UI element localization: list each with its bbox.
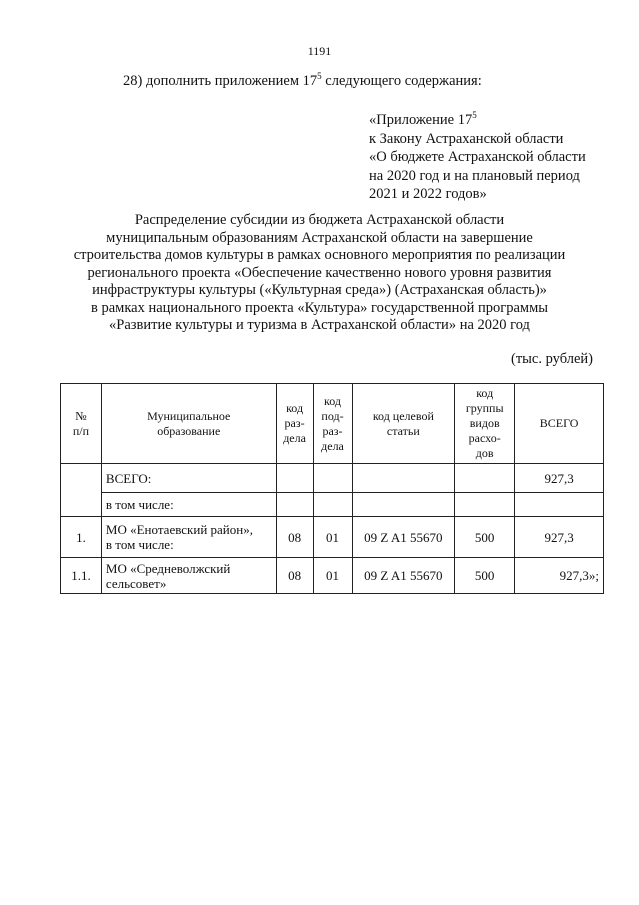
cell-section-code: 08 bbox=[276, 517, 313, 558]
cell-empty bbox=[515, 493, 604, 517]
attachment-title: «Приложение 17 bbox=[369, 112, 473, 128]
header-section-code: код раз- дела bbox=[276, 384, 313, 464]
cell-target-code: 09 Z A1 55670 bbox=[352, 558, 455, 594]
table-row bbox=[61, 517, 604, 558]
attachment-line-3: «О бюджете Астраханской области bbox=[369, 149, 586, 166]
table-row-including bbox=[61, 493, 604, 517]
title-line-2: муниципальным образованиям Астраханской области на завершение bbox=[106, 229, 533, 246]
attachment-line-1 bbox=[369, 111, 586, 130]
title-line-1: Распределение субсидии из бюджета Астраханской области bbox=[134, 212, 505, 228]
units-label: (тыс. рублей) bbox=[511, 351, 593, 367]
cell-total: 927,3»; bbox=[515, 558, 604, 594]
cell-empty bbox=[455, 493, 515, 517]
cell-subsection-code: 01 bbox=[313, 517, 352, 558]
title-line-4: регионального проекта «Обеспечение качественно нового уровня развития bbox=[87, 264, 552, 281]
header-subsection-code: код под- раз- дела bbox=[313, 384, 352, 464]
cell-number: 1. bbox=[61, 517, 102, 558]
cell-empty bbox=[276, 464, 313, 493]
header-number: № п/п bbox=[61, 384, 102, 464]
document-title bbox=[0, 212, 639, 335]
cell-section-code: 08 bbox=[276, 558, 313, 594]
attachment-header bbox=[369, 111, 586, 204]
header-municipality: Муниципальное образование bbox=[101, 384, 276, 464]
header-expense-group-code: код группы видов расхо- дов bbox=[455, 384, 515, 464]
cell-number: 1.1. bbox=[61, 558, 102, 594]
cell-empty bbox=[352, 464, 455, 493]
attachment-line-2: к Закону Астраханской области bbox=[369, 130, 564, 147]
header-target-code: код целевой статьи bbox=[352, 384, 455, 464]
attachment-line-5: 2021 и 2022 годов» bbox=[369, 186, 487, 203]
amendment-item bbox=[123, 73, 482, 90]
cell-expense-group-code: 500 bbox=[455, 517, 515, 558]
page-number: 1191 bbox=[307, 44, 332, 58]
title-line-5: инфраструктуры культуры («Культурная среда») (Астраханская область)» bbox=[92, 282, 547, 298]
amendment-item-superscript: 5 bbox=[317, 71, 322, 81]
table-row-total bbox=[61, 464, 604, 493]
header-total: ВСЕГО bbox=[515, 384, 604, 464]
title-line-7: «Развитие культуры и туризма в Астраханской области» на 2020 год bbox=[109, 317, 530, 333]
cell-empty bbox=[61, 464, 102, 517]
cell-total-value: 927,3 bbox=[515, 464, 604, 493]
allocation-table bbox=[60, 383, 604, 594]
cell-empty bbox=[276, 493, 313, 517]
attachment-line-4: на 2020 год и на плановый период bbox=[369, 167, 580, 184]
table-row bbox=[61, 558, 604, 594]
title-line-3: строительства домов культуры в рамках основного мероприятия по реализации bbox=[73, 247, 566, 263]
amendment-item-tail: следующего содержания: bbox=[321, 73, 482, 89]
cell-subsection-code: 01 bbox=[313, 558, 352, 594]
title-line-6: в рамках национального проекта «Культура» государственной программы bbox=[90, 299, 549, 316]
cell-expense-group-code: 500 bbox=[455, 558, 515, 594]
amendment-item-text: 28) дополнить приложением 17 bbox=[123, 73, 318, 89]
cell-municipality: МО «Средневолжский сельсовет» bbox=[101, 558, 276, 594]
cell-including-label: в том числе: bbox=[101, 493, 276, 517]
cell-empty bbox=[313, 493, 352, 517]
attachment-title-superscript: 5 bbox=[472, 110, 477, 120]
cell-empty bbox=[455, 464, 515, 493]
cell-total: 927,3 bbox=[515, 517, 604, 558]
cell-municipality: МО «Енотаевский район», в том числе: bbox=[101, 517, 276, 558]
cell-target-code: 09 Z A1 55670 bbox=[352, 517, 455, 558]
cell-total-label: ВСЕГО: bbox=[101, 464, 276, 493]
table-header-row bbox=[61, 384, 604, 464]
cell-empty bbox=[313, 464, 352, 493]
cell-empty bbox=[352, 493, 455, 517]
